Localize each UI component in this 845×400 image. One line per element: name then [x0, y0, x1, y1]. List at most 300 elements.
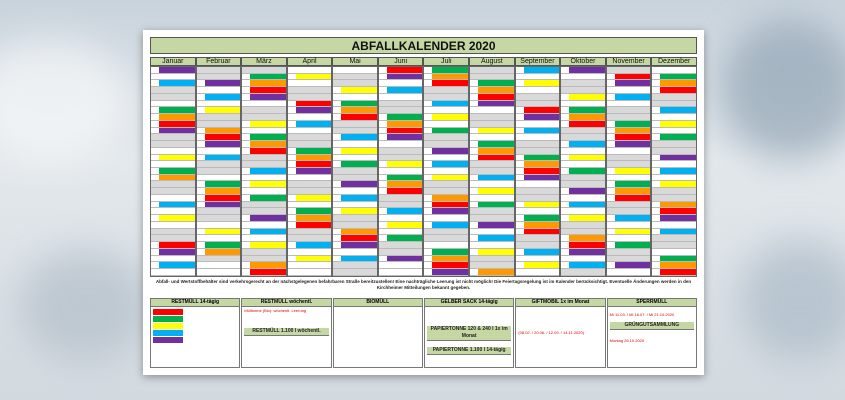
day-cell: [288, 94, 332, 101]
day-cell: [333, 181, 377, 188]
day-cell: [288, 87, 332, 94]
day-cell: [288, 195, 332, 202]
day-cell: [652, 80, 696, 87]
day-cell: [242, 121, 286, 128]
day-cell: [288, 134, 332, 141]
month-header: Februar: [196, 57, 242, 66]
day-cell: [288, 121, 332, 128]
day-cell: [333, 74, 377, 81]
day-cell: [516, 242, 560, 249]
day-cell: [333, 161, 377, 168]
day-cell: [470, 94, 514, 101]
day-cell: [516, 262, 560, 269]
day-cell: [333, 155, 377, 162]
day-cell: [379, 175, 423, 182]
day-cell: [197, 114, 241, 121]
day-cell: [242, 101, 286, 108]
day-cell: [607, 155, 651, 162]
month-header: Juni: [378, 57, 424, 66]
day-cell: [652, 74, 696, 81]
day-cell: [470, 188, 514, 195]
day-cell: [424, 161, 468, 168]
day-cell: [424, 148, 468, 155]
day-cell: [516, 208, 560, 215]
legend-sperr-header: SPERRMÜLL: [608, 299, 696, 307]
day-cell: [333, 222, 377, 229]
day-cell: [151, 107, 195, 114]
day-cell: [424, 269, 468, 276]
day-cell: [561, 181, 605, 188]
day-cell: [607, 74, 651, 81]
day-cell: [379, 269, 423, 276]
month-header: Mai: [332, 57, 378, 66]
day-cell: [197, 181, 241, 188]
calendar-grid: [150, 66, 697, 277]
day-cell: [561, 202, 605, 209]
day-cell: [561, 161, 605, 168]
day-cell: [197, 249, 241, 256]
day-cell: [151, 114, 195, 121]
day-cell: [516, 249, 560, 256]
day-cell: [607, 80, 651, 87]
day-cell: [288, 188, 332, 195]
day-cell: [151, 202, 195, 209]
day-cell: [151, 121, 195, 128]
day-cell: [242, 128, 286, 135]
day-cell: [470, 161, 514, 168]
day-cell: [424, 101, 468, 108]
day-cell: [607, 208, 651, 215]
legend-bio: [333, 298, 423, 368]
legend-bio-header: BIOMÜLL: [334, 299, 422, 307]
day-cell: [379, 94, 423, 101]
month-column: [150, 66, 196, 277]
day-cell: [561, 67, 605, 74]
day-cell: [652, 155, 696, 162]
day-cell: [379, 161, 423, 168]
day-cell: [197, 128, 241, 135]
legend-restmuell-1100-header: RESTMÜLL 1.100 l wöchentl.: [244, 328, 328, 336]
day-cell: [151, 256, 195, 263]
day-cell: [516, 188, 560, 195]
month-column: [606, 66, 652, 277]
day-cell: [242, 168, 286, 175]
day-cell: [151, 208, 195, 215]
day-cell: [470, 67, 514, 74]
day-cell: [242, 208, 286, 215]
day-cell: [151, 101, 195, 108]
day-cell: [333, 215, 377, 222]
day-cell: [607, 161, 651, 168]
day-cell: [424, 181, 468, 188]
day-cell: [470, 74, 514, 81]
day-cell: [470, 87, 514, 94]
day-cell: [470, 114, 514, 121]
day-cell: [242, 229, 286, 236]
day-cell: [197, 202, 241, 209]
day-cell: [197, 161, 241, 168]
day-cell: [288, 235, 332, 242]
day-cell: [151, 74, 195, 81]
day-cell: [242, 134, 286, 141]
day-cell: [151, 175, 195, 182]
day-cell: [424, 195, 468, 202]
day-cell: [151, 188, 195, 195]
day-cell: [561, 87, 605, 94]
legend: [150, 298, 697, 368]
day-cell: [288, 114, 332, 121]
day-cell: [288, 101, 332, 108]
day-cell: [652, 202, 696, 209]
day-cell: [242, 269, 286, 276]
day-cell: [197, 188, 241, 195]
day-cell: [561, 168, 605, 175]
day-cell: [151, 249, 195, 256]
day-cell: [151, 80, 195, 87]
day-cell: [607, 202, 651, 209]
day-cell: [516, 202, 560, 209]
day-cell: [379, 168, 423, 175]
day-cell: [516, 256, 560, 263]
day-cell: [561, 262, 605, 269]
day-cell: [607, 256, 651, 263]
legend-papier-header: PAPIERTONNE 120 & 240 l 1x im Monat: [427, 326, 511, 341]
day-cell: [151, 87, 195, 94]
day-cell: [516, 128, 560, 135]
day-cell: [333, 87, 377, 94]
day-cell: [607, 181, 651, 188]
day-cell: [288, 229, 332, 236]
day-cell: [424, 235, 468, 242]
day-cell: [652, 175, 696, 182]
day-cell: [151, 161, 195, 168]
day-cell: [333, 80, 377, 87]
day-cell: [652, 128, 696, 135]
day-cell: [424, 128, 468, 135]
legend-gelb-header: GELBER SACK 14-tägig: [425, 299, 513, 307]
day-cell: [424, 249, 468, 256]
day-cell: [197, 94, 241, 101]
day-cell: [561, 195, 605, 202]
day-cell: [516, 67, 560, 74]
day-cell: [197, 80, 241, 87]
day-cell: [288, 67, 332, 74]
day-cell: [197, 242, 241, 249]
day-cell: [242, 175, 286, 182]
day-cell: [516, 121, 560, 128]
day-cell: [607, 134, 651, 141]
day-cell: [652, 107, 696, 114]
day-cell: [470, 229, 514, 236]
day-cell: [516, 80, 560, 87]
day-cell: [288, 107, 332, 114]
day-cell: [379, 148, 423, 155]
day-cell: [652, 215, 696, 222]
day-cell: [288, 262, 332, 269]
day-cell: [242, 67, 286, 74]
day-cell: [288, 202, 332, 209]
day-cell: [333, 175, 377, 182]
day-cell: [470, 155, 514, 162]
day-cell: [424, 114, 468, 121]
day-cell: [197, 141, 241, 148]
legend-sperr: [607, 298, 697, 368]
day-cell: [652, 101, 696, 108]
day-cell: [333, 249, 377, 256]
day-cell: [151, 168, 195, 175]
day-cell: [379, 141, 423, 148]
month-column: [241, 66, 287, 277]
month-column: [332, 66, 378, 277]
day-cell: [516, 148, 560, 155]
day-cell: [379, 256, 423, 263]
day-cell: [197, 222, 241, 229]
day-cell: [379, 74, 423, 81]
day-cell: [607, 141, 651, 148]
day-cell: [561, 74, 605, 81]
day-cell: [470, 208, 514, 215]
month-column: [651, 66, 697, 277]
day-cell: [242, 242, 286, 249]
day-cell: [470, 134, 514, 141]
day-cell: [288, 269, 332, 276]
day-cell: [470, 121, 514, 128]
day-cell: [516, 155, 560, 162]
day-cell: [470, 107, 514, 114]
day-cell: [197, 101, 241, 108]
day-cell: [652, 208, 696, 215]
day-cell: [424, 242, 468, 249]
day-cell: [197, 256, 241, 263]
day-cell: [242, 74, 286, 81]
day-cell: [516, 114, 560, 121]
day-cell: [516, 134, 560, 141]
day-cell: [242, 80, 286, 87]
day-cell: [561, 215, 605, 222]
day-cell: [197, 215, 241, 222]
day-cell: [424, 121, 468, 128]
day-cell: [151, 67, 195, 74]
day-cell: [151, 235, 195, 242]
day-cell: [151, 141, 195, 148]
day-cell: [561, 269, 605, 276]
day-cell: [379, 235, 423, 242]
day-cell: [652, 262, 696, 269]
day-cell: [607, 87, 651, 94]
day-cell: [516, 269, 560, 276]
legend-gift-header: GIFTMOBIL 1x im Monat: [516, 299, 604, 307]
day-cell: [242, 235, 286, 242]
calendar-title: ABFALLKALENDER 2020: [150, 37, 697, 54]
day-cell: [652, 134, 696, 141]
day-cell: [197, 262, 241, 269]
day-cell: [242, 87, 286, 94]
day-cell: [561, 222, 605, 229]
day-cell: [379, 195, 423, 202]
day-cell: [516, 235, 560, 242]
day-cell: [561, 121, 605, 128]
day-cell: [516, 94, 560, 101]
day-cell: [333, 269, 377, 276]
day-cell: [424, 229, 468, 236]
day-cell: [561, 80, 605, 87]
month-column: [423, 66, 469, 277]
day-cell: [242, 155, 286, 162]
day-cell: [379, 188, 423, 195]
day-cell: [607, 114, 651, 121]
day-cell: [151, 195, 195, 202]
day-cell: [333, 208, 377, 215]
day-cell: [652, 121, 696, 128]
day-cell: [242, 202, 286, 209]
day-cell: [333, 256, 377, 263]
day-cell: [607, 242, 651, 249]
month-header: Juli: [423, 57, 469, 66]
day-cell: [607, 195, 651, 202]
legend-papier-1100-header: PAPIERTONNE 1.100 l 14-tägig: [427, 347, 511, 355]
day-cell: [470, 181, 514, 188]
day-cell: [288, 208, 332, 215]
day-cell: [197, 87, 241, 94]
month-header: Oktober: [560, 57, 606, 66]
day-cell: [516, 168, 560, 175]
legend-gelb: [424, 298, 514, 368]
day-cell: [652, 229, 696, 236]
day-cell: [424, 155, 468, 162]
day-cell: [333, 229, 377, 236]
day-cell: [424, 107, 468, 114]
day-cell: [607, 121, 651, 128]
day-cell: [652, 168, 696, 175]
day-cell: [288, 128, 332, 135]
legend-restmuell: [150, 298, 240, 368]
day-cell: [652, 148, 696, 155]
day-cell: [288, 148, 332, 155]
day-cell: [242, 114, 286, 121]
month-header: November: [606, 57, 652, 66]
day-cell: [288, 181, 332, 188]
day-cell: [151, 134, 195, 141]
day-cell: [379, 229, 423, 236]
day-cell: [197, 195, 241, 202]
legend-red-note: Mülltonne (Bio): wöchentl. Leerung: [244, 308, 307, 313]
day-cell: [607, 128, 651, 135]
legend-restmuell-weekly-header: RESTMÜLL wöchentl.: [242, 299, 330, 307]
day-cell: [607, 175, 651, 182]
day-cell: [607, 229, 651, 236]
day-cell: [288, 242, 332, 249]
day-cell: [424, 188, 468, 195]
day-cell: [516, 141, 560, 148]
day-cell: [607, 94, 651, 101]
day-cell: [379, 101, 423, 108]
day-cell: [561, 235, 605, 242]
day-cell: [470, 128, 514, 135]
day-cell: [379, 128, 423, 135]
day-cell: [242, 188, 286, 195]
day-cell: [151, 155, 195, 162]
day-cell: [333, 148, 377, 155]
day-cell: [561, 114, 605, 121]
day-cell: [288, 175, 332, 182]
day-cell: [470, 222, 514, 229]
day-cell: [652, 269, 696, 276]
day-cell: [652, 235, 696, 242]
day-cell: [607, 67, 651, 74]
day-cell: [379, 262, 423, 269]
calendar: [150, 37, 697, 368]
day-cell: [288, 74, 332, 81]
day-cell: [333, 202, 377, 209]
day-cell: [333, 195, 377, 202]
day-cell: [424, 74, 468, 81]
day-cell: [197, 269, 241, 276]
day-cell: [607, 215, 651, 222]
day-cell: [652, 256, 696, 263]
day-cell: [424, 202, 468, 209]
day-cell: [379, 87, 423, 94]
day-cell: [652, 195, 696, 202]
day-cell: [424, 134, 468, 141]
day-cell: [151, 229, 195, 236]
day-cell: [470, 242, 514, 249]
day-cell: [151, 262, 195, 269]
day-cell: [561, 141, 605, 148]
day-cell: [242, 256, 286, 263]
day-cell: [561, 101, 605, 108]
day-cell: [333, 67, 377, 74]
day-cell: [561, 242, 605, 249]
day-cell: [652, 141, 696, 148]
day-cell: [242, 222, 286, 229]
day-cell: [561, 229, 605, 236]
day-cell: [470, 269, 514, 276]
month-column: [287, 66, 333, 277]
day-cell: [561, 188, 605, 195]
day-cell: [288, 141, 332, 148]
day-cell: [197, 168, 241, 175]
day-cell: [470, 168, 514, 175]
day-cell: [607, 148, 651, 155]
month-header: August: [469, 57, 515, 66]
day-cell: [242, 148, 286, 155]
day-cell: [424, 175, 468, 182]
day-cell: [242, 181, 286, 188]
day-cell: [607, 262, 651, 269]
day-cell: [333, 262, 377, 269]
day-cell: [197, 74, 241, 81]
day-cell: [424, 208, 468, 215]
day-cell: [197, 134, 241, 141]
month-header: April: [287, 57, 333, 66]
day-cell: [516, 87, 560, 94]
day-cell: [607, 235, 651, 242]
day-cell: [379, 155, 423, 162]
day-cell: [652, 222, 696, 229]
day-cell: [197, 107, 241, 114]
day-cell: [288, 161, 332, 168]
legend-restmuell-header: RESTMÜLL 14-tägig: [151, 299, 239, 307]
day-cell: [516, 222, 560, 229]
day-cell: [288, 215, 332, 222]
day-cell: [424, 168, 468, 175]
day-cell: [561, 148, 605, 155]
day-cell: [333, 141, 377, 148]
day-cell: [333, 121, 377, 128]
legend-grun-date: Montag 26.10.2020: [609, 337, 645, 343]
month-header: Dezember: [651, 57, 697, 66]
day-cell: [151, 242, 195, 249]
